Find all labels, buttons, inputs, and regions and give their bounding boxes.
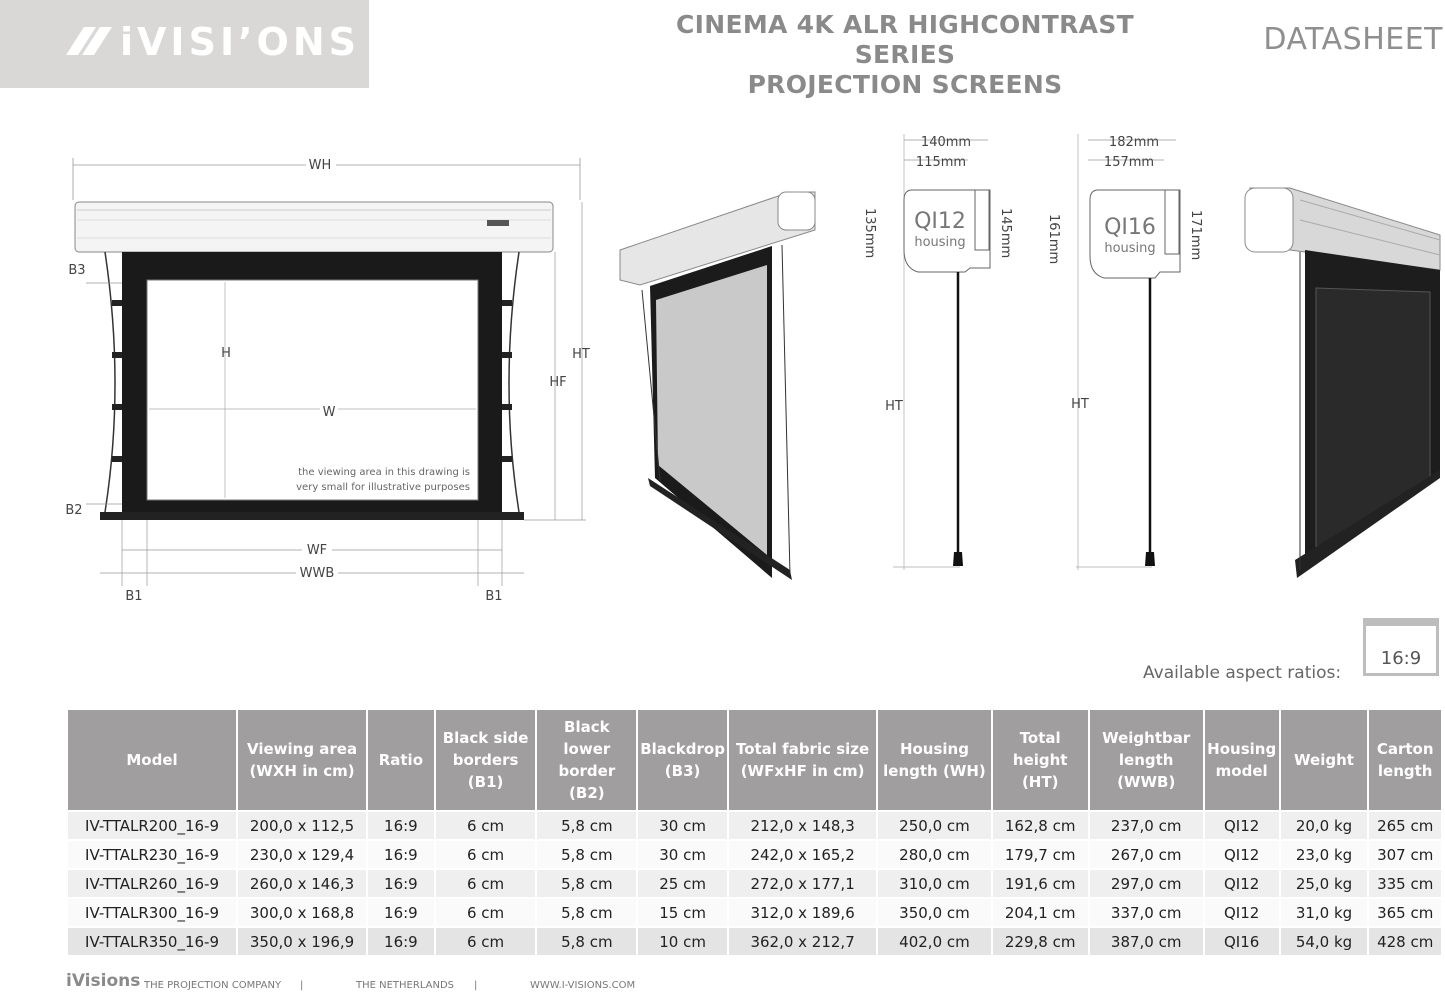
- column-header-line: (WXH in cm): [249, 762, 355, 780]
- footer-tagline: THE PROJECTION COMPANY: [144, 980, 282, 991]
- table-cell: 5,8 cm: [537, 841, 636, 868]
- ql12-name: QI12: [914, 209, 966, 234]
- table-cell: 300,0 x 168,8: [238, 899, 366, 926]
- table-cell: 212,0 x 148,3: [729, 812, 876, 839]
- table-cell: 20,0 kg: [1281, 812, 1368, 839]
- column-header: [238, 710, 366, 810]
- column-header-line: length: [1377, 762, 1433, 780]
- label-b1-right: B1: [485, 589, 503, 600]
- table-cell: 204,1 cm: [993, 899, 1088, 926]
- column-header-line: Housing: [899, 740, 969, 758]
- column-header-line: border (B2): [558, 762, 616, 802]
- column-header-line: Total: [1019, 729, 1061, 747]
- table-cell: 280,0 cm: [878, 841, 991, 868]
- column-header: [368, 710, 434, 810]
- ql16-outer-width: 182mm: [1108, 135, 1160, 150]
- table-cell: 307 cm: [1369, 841, 1441, 868]
- ql12-outer-width: 140mm: [920, 135, 972, 150]
- table-cell: 16:9: [368, 812, 434, 839]
- table-cell: 30 cm: [638, 812, 727, 839]
- perspective-view-right: [1245, 188, 1440, 578]
- column-header: [638, 710, 727, 810]
- column-header-line: Total fabric size: [735, 740, 870, 758]
- table-cell: 350,0 cm: [878, 899, 991, 926]
- table-cell: 237,0 cm: [1090, 812, 1203, 839]
- table-cell: 5,8 cm: [537, 870, 636, 897]
- label-wwb: WWB: [299, 566, 335, 581]
- ql16-right-height: 171mm: [1188, 210, 1203, 261]
- table-cell: 242,0 x 165,2: [729, 841, 876, 868]
- table-cell: 272,0 x 177,1: [729, 870, 876, 897]
- table-row: [68, 841, 1441, 868]
- table-cell: 25,0 kg: [1281, 870, 1368, 897]
- table-cell: 387,0 cm: [1090, 928, 1203, 955]
- table-cell: 23,0 kg: [1281, 841, 1368, 868]
- label-b1-left: B1: [125, 589, 143, 600]
- table-row: [68, 870, 1441, 897]
- table-cell: 54,0 kg: [1281, 928, 1368, 955]
- column-header-line: model: [1215, 762, 1268, 780]
- table-row: [68, 812, 1441, 839]
- footer-brand: iVisions: [66, 971, 141, 991]
- housing-ql16-section: [1046, 134, 1203, 570]
- table-cell: 428 cm: [1369, 928, 1441, 955]
- table-cell: IV-TTALR300_16-9: [68, 899, 236, 926]
- table-cell: 6 cm: [436, 899, 536, 926]
- table-cell: 310,0 cm: [878, 870, 991, 897]
- ql16-sub: housing: [1104, 241, 1156, 256]
- column-header: [68, 710, 236, 810]
- table-cell: 191,6 cm: [993, 870, 1088, 897]
- table-cell: 162,8 cm: [993, 812, 1088, 839]
- column-header-line: Black side: [442, 729, 529, 747]
- table-cell: 250,0 cm: [878, 812, 991, 839]
- column-header: [537, 710, 636, 810]
- technical-drawing: [0, 100, 1445, 600]
- column-header: [1369, 710, 1441, 810]
- table-cell: 312,0 x 189,6: [729, 899, 876, 926]
- ql12-right-height: 145mm: [998, 208, 1013, 259]
- table-cell: 267,0 cm: [1090, 841, 1203, 868]
- table-cell: QI12: [1205, 841, 1279, 868]
- table-cell: 10 cm: [638, 928, 727, 955]
- table-cell: 25 cm: [638, 870, 727, 897]
- column-header: [436, 710, 536, 810]
- column-header: [993, 710, 1088, 810]
- column-header-line: Blackdrop: [640, 740, 725, 758]
- logo-text: iVISI’ONS: [120, 20, 360, 64]
- ql16-inner-width: 157mm: [1103, 155, 1155, 170]
- ql16-ht: HT: [1071, 397, 1089, 412]
- column-header-line: (B3): [664, 762, 701, 780]
- aspect-ratio-label: Available aspect ratios:: [1143, 663, 1342, 683]
- table-cell: 6 cm: [436, 841, 536, 868]
- table-cell: QI16: [1205, 928, 1279, 955]
- logo-box: [0, 0, 369, 88]
- column-header-line: Model: [126, 751, 178, 769]
- ql16-left-height: 161mm: [1046, 214, 1061, 265]
- column-header: [1281, 710, 1368, 810]
- column-header-line: Carton: [1376, 740, 1434, 758]
- table-cell: 6 cm: [436, 812, 536, 839]
- table-cell: QI12: [1205, 812, 1279, 839]
- table-cell: 229,8 cm: [993, 928, 1088, 955]
- column-header-line: (WFxHF in cm): [740, 762, 865, 780]
- ql12-sub: housing: [914, 235, 966, 250]
- column-header-line: height (HT): [1012, 751, 1068, 791]
- table-cell: 179,7 cm: [993, 841, 1088, 868]
- perspective-view-left: [620, 192, 815, 580]
- table-cell: 5,8 cm: [537, 899, 636, 926]
- table-cell: 5,8 cm: [537, 928, 636, 955]
- ql16-name: QI16: [1104, 215, 1156, 240]
- label-hf: HF: [549, 375, 567, 390]
- table-cell: 16:9: [368, 870, 434, 897]
- column-header-line: borders (B1): [452, 751, 519, 791]
- column-header-line: Housing: [1207, 740, 1277, 758]
- table-cell: 297,0 cm: [1090, 870, 1203, 897]
- front-view: [65, 156, 590, 600]
- footer-country: THE NETHERLANDS: [356, 980, 454, 991]
- table-cell: 260,0 x 146,3: [238, 870, 366, 897]
- label-w: W: [322, 405, 336, 420]
- table-cell: 230,0 x 129,4: [238, 841, 366, 868]
- label-wf: WF: [306, 543, 328, 558]
- column-header-line: length (WH): [883, 762, 986, 780]
- table-cell: 6 cm: [436, 870, 536, 897]
- table-cell: 350,0 x 196,9: [238, 928, 366, 955]
- label-wh: WH: [308, 158, 332, 173]
- table-cell: 31,0 kg: [1281, 899, 1368, 926]
- column-header: [1090, 710, 1203, 810]
- table-cell: 365 cm: [1369, 899, 1441, 926]
- column-header-line: length (WWB): [1117, 751, 1176, 791]
- table-cell: IV-TTALR230_16-9: [68, 841, 236, 868]
- table-cell: 265 cm: [1369, 812, 1441, 839]
- footer-separator: |: [300, 980, 304, 991]
- table-row: [68, 928, 1441, 955]
- label-b2: B2: [65, 503, 83, 518]
- page-title: [640, 10, 1170, 100]
- footer-website-link[interactable]: WWW.I-VISIONS.COM: [530, 980, 636, 991]
- table-cell: 6 cm: [436, 928, 536, 955]
- footer-separator: |: [474, 980, 478, 991]
- ql12-ht: HT: [885, 399, 903, 414]
- column-header-line: Weightbar: [1102, 729, 1191, 747]
- ql12-left-height: 135mm: [862, 208, 877, 259]
- table-cell: 16:9: [368, 841, 434, 868]
- table-cell: 362,0 x 212,7: [729, 928, 876, 955]
- column-header-line: Black lower: [563, 718, 611, 758]
- title-line-1: CINEMA 4K ALR HIGHCONTRAST SERIES: [676, 10, 1134, 69]
- column-header: [1205, 710, 1279, 810]
- housing-ql12-section: [862, 134, 1013, 570]
- document-type: DATASHEET: [1263, 22, 1443, 57]
- label-h: H: [221, 346, 231, 361]
- logo-mark-icon: [66, 25, 114, 57]
- label-b3: B3: [68, 263, 86, 278]
- table-cell: 30 cm: [638, 841, 727, 868]
- table-cell: IV-TTALR350_16-9: [68, 928, 236, 955]
- column-header-line: Weight: [1294, 751, 1354, 769]
- table-header-row: [68, 710, 1441, 810]
- aspect-ratio-badge: [1363, 618, 1439, 676]
- table-cell: IV-TTALR200_16-9: [68, 812, 236, 839]
- title-line-2: PROJECTION SCREENS: [747, 70, 1063, 99]
- column-header-line: Viewing area: [246, 740, 358, 758]
- table-cell: QI12: [1205, 899, 1279, 926]
- drawing-note-line-2: very small for illustrative purposes: [296, 482, 470, 493]
- column-header: [729, 710, 876, 810]
- table-cell: 5,8 cm: [537, 812, 636, 839]
- table-cell: 335 cm: [1369, 870, 1441, 897]
- ql12-inner-width: 115mm: [915, 155, 967, 170]
- specifications-table: [66, 708, 1443, 957]
- aspect-ratio-value: 16:9: [1380, 648, 1422, 669]
- table-cell: 15 cm: [638, 899, 727, 926]
- table-cell: 200,0 x 112,5: [238, 812, 366, 839]
- drawing-note-line-1: the viewing area in this drawing is: [298, 467, 470, 478]
- column-header-line: Ratio: [378, 751, 424, 769]
- label-ht: HT: [572, 347, 590, 362]
- table-cell: IV-TTALR260_16-9: [68, 870, 236, 897]
- table-cell: QI12: [1205, 870, 1279, 897]
- table-cell: 16:9: [368, 899, 434, 926]
- table-cell: 402,0 cm: [878, 928, 991, 955]
- table-row: [68, 899, 1441, 926]
- table-cell: 337,0 cm: [1090, 899, 1203, 926]
- table-cell: 16:9: [368, 928, 434, 955]
- column-header: [878, 710, 991, 810]
